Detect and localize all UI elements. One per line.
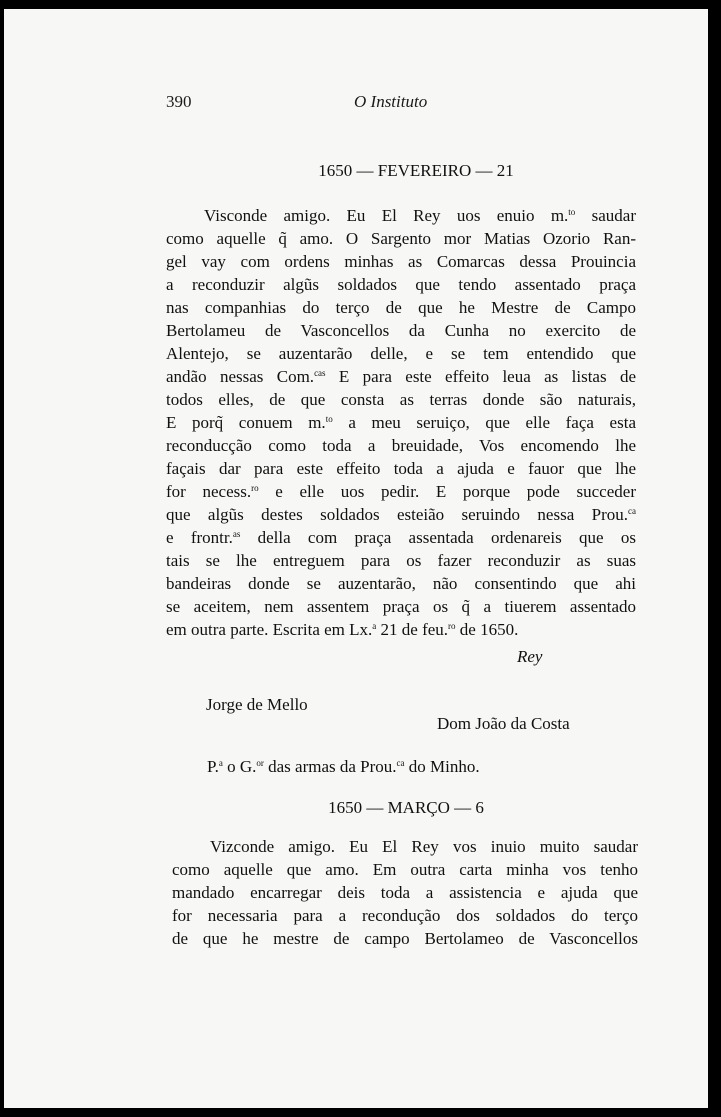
text-line: que algũs destes soldados esteião seruindo nessa Prou.$^{ca}$ — [166, 505, 636, 524]
text-line: reconducção como toda a breuidade, Vos encomendo lhe — [166, 436, 636, 455]
text-line: E porq̃ conuem m.$^{to}$ a meu seruiço, que elle faça esta — [166, 413, 636, 432]
text-line: andão nessas Com.$^{cas}$ E para este effeito leua as listas de — [166, 367, 636, 386]
text-line: todos elles, de que consta as terras donde são naturais, — [166, 390, 636, 409]
text-line: e frontr.$^{as}$ della com praça assentada ordenareis que os — [166, 528, 636, 547]
text-line: como aquelle que amo. Em outra carta minha vos tenho — [172, 860, 638, 879]
text-line: for necess.$^{ro}$ e elle uos pedir. E porque pode succeder — [166, 482, 636, 501]
signature-right: Dom João da Costa — [437, 714, 570, 733]
text-line: façais dar para este effeito toda a ajuda e fauor que lhe — [166, 459, 636, 478]
text-line: for necessaria para a recondução dos soldados do terço — [172, 906, 638, 925]
text-line: nas companhias do terço de que he Mestre de Campo — [166, 298, 636, 317]
text-line: gel vay com ordens minhas as Comarcas dessa Prouincia — [166, 252, 636, 271]
letter-address: P.$^a$ o G.$^{or}$ das armas da Prou.$^{ca}$ do Minho. — [207, 757, 480, 776]
text-line: a reconduzir algũs soldados que tendo assentado praça — [166, 275, 636, 294]
text-line: se aceitem, nem assentem praça os q̃ a tiuerem assentado — [166, 597, 636, 616]
text-line: de que he mestre de campo Bertolameo de Vasconcellos — [172, 929, 638, 948]
letter1-heading: 1650 — FEVEREIRO — 21 — [318, 161, 514, 180]
document-page — [4, 9, 708, 1108]
text-line: como aquelle q̃ amo. O Sargento mor Matias Ozorio Ran- — [166, 229, 636, 248]
text-line: em outra parte. Escrita em Lx.$^a$ 21 de feu.$^{ro}$ de 1650. — [166, 620, 519, 639]
signature-king: Rey — [517, 647, 543, 666]
text-line: bandeiras donde se auzentarão, não consentindo que ahi — [166, 574, 636, 593]
running-title: O Instituto — [354, 92, 428, 111]
letter2-heading: 1650 — MARÇO — 6 — [328, 798, 484, 817]
text-line: Vizconde amigo. Eu El Rey vos inuio muito saudar — [210, 837, 638, 856]
text-line: tais se lhe entreguem para os fazer reconduzir as suas — [166, 551, 636, 570]
letter1-body — [166, 204, 636, 641]
letter2-body — [172, 835, 638, 950]
text-line: Alentejo, se auzentarão delle, e se tem entendido que — [166, 344, 636, 363]
text-line: Visconde amigo. Eu El Rey uos enuio m.$^{to}$ saudar — [204, 206, 636, 225]
text-line: mandado encarregar deis toda a assistencia e ajuda que — [172, 883, 638, 902]
signature-left: Jorge de Mello — [206, 695, 308, 714]
page-number: 390 — [166, 92, 192, 111]
text-line: Bertolameu de Vasconcellos da Cunha no exercito de — [166, 321, 636, 340]
